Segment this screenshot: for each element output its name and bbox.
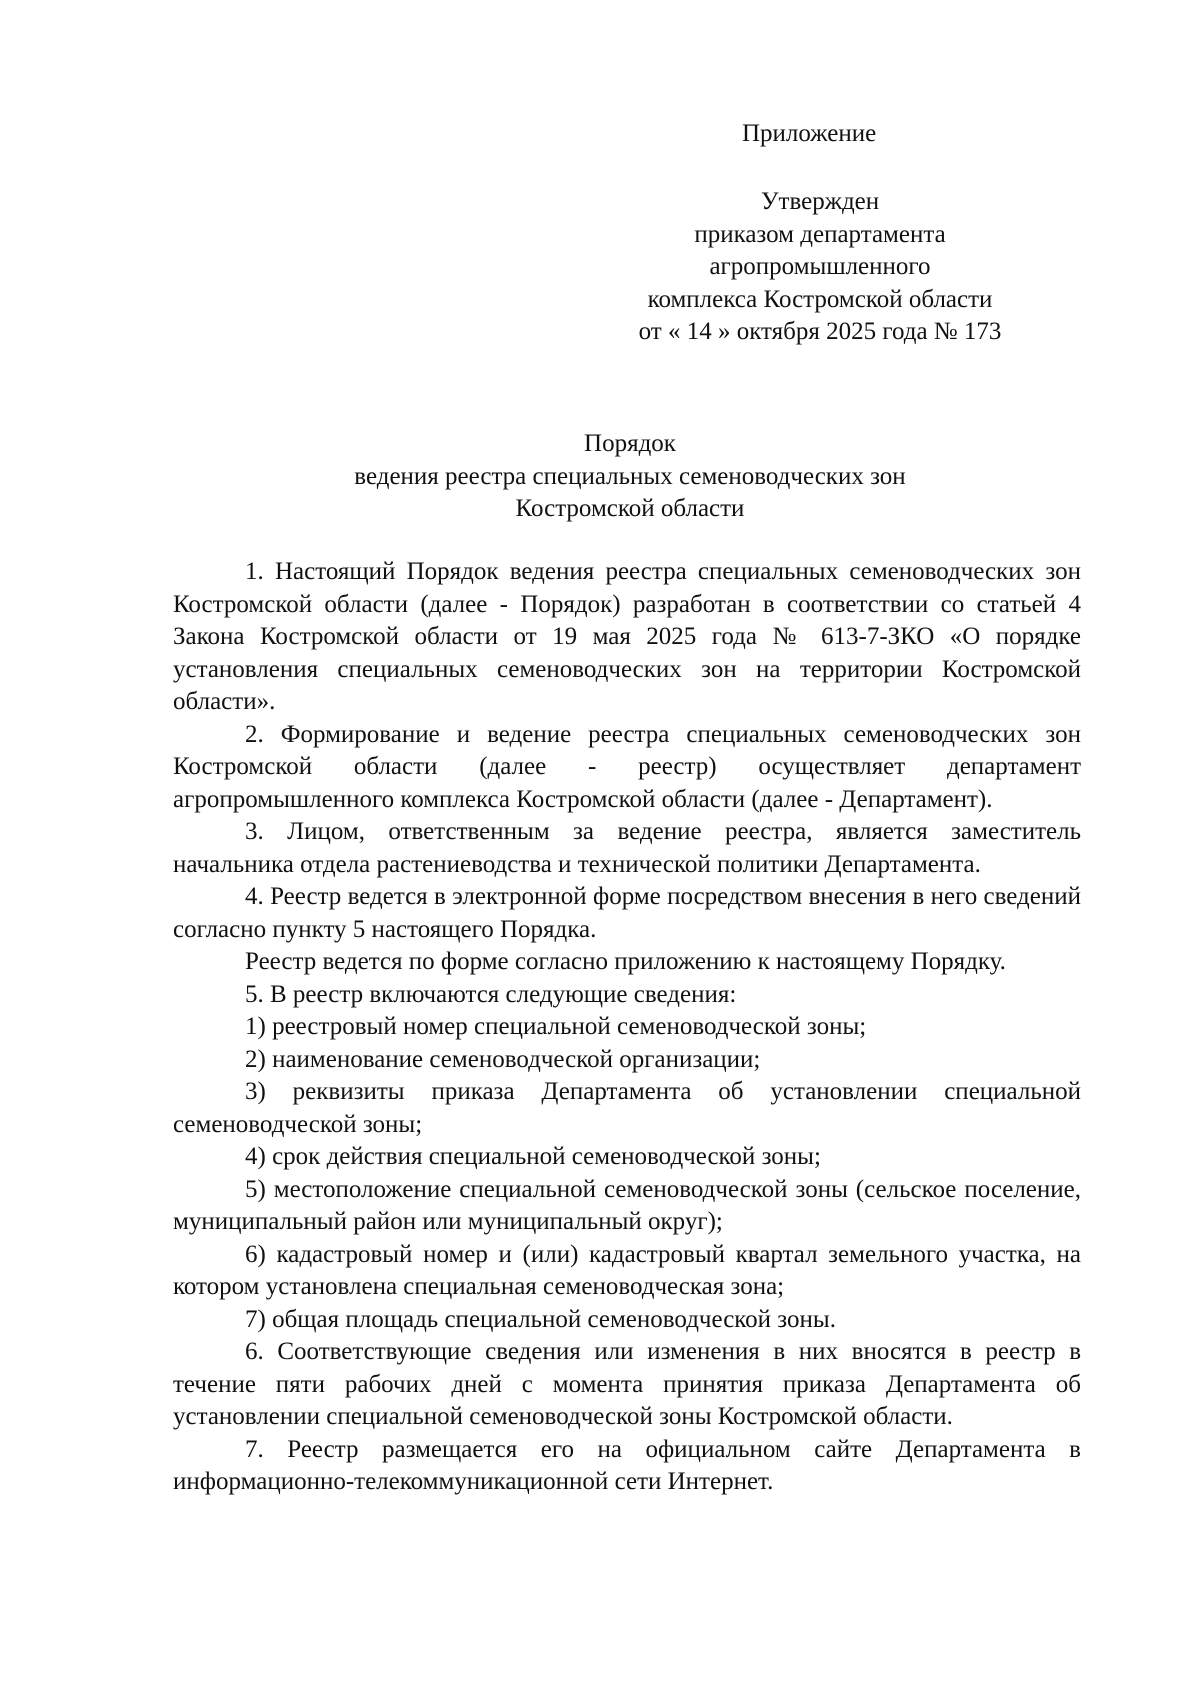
title-line: Костромской области (515, 495, 745, 522)
list-item-1: 1) реестровый номер специальной семеноводческой зоны; (245, 1013, 867, 1040)
list-item-2: 2) наименование семеноводческой организации; (245, 1045, 761, 1073)
approval-line: от « 14 » октября 2025 года № 173 (638, 318, 1002, 345)
paragraph-4-form: Реестр ведется по форме согласно приложению к настоящему Порядку. (245, 948, 1006, 975)
title-line: ведения реестра специальных семеноводческих зон (354, 462, 906, 490)
paragraph-4: 4. Реестр ведется в электронной форме посредством внесения в него сведений согласно пункту 5 настоящего Порядка. (173, 883, 1081, 943)
appendix-label: Приложение (742, 120, 877, 147)
approval-line: комплекса Костромской области (647, 285, 993, 313)
paragraph-6: 6. Соответствующие сведения или изменения в них вносятся в реестр в течение пяти рабочих дней с момента принятия приказа Департамента об установлении специальной семеноводческой зоны Костромской области. (173, 1338, 1081, 1430)
title-line: Порядок (584, 430, 676, 457)
list-item-4: 4) срок действия специальной семеноводческой зоны; (245, 1143, 821, 1170)
list-item-5: 5) местоположение специальной семеноводческой зоны (сельское поселение, муниципальный район или муниципальный округ); (173, 1175, 1081, 1235)
list-item-3: 3) реквизиты приказа Департамента об установлении специальной семеноводческой зоны; (173, 1078, 1081, 1138)
document-body (173, 556, 1081, 1499)
paragraph-1: 1. Настоящий Порядок ведения реестра специальных семеноводческих зон Костромской области (далее - Порядок) разработан в соответствии со статьей 4 Закона Костромской области от 19 мая 2025 года № 613-7-ЗКО «О порядке установления специальных семеноводческих зон на территории Костромской области». (173, 558, 1081, 715)
approval-block (600, 186, 1040, 349)
document-title (260, 428, 1000, 526)
approval-line: Утвержден (760, 188, 880, 215)
list-item-6: 6) кадастровый номер и (или) кадастровый квартал земельного участка, на котором установлена специальная семеноводческая зона; (173, 1240, 1081, 1300)
paragraph-2: 2. Формирование и ведение реестра специальных семеноводческих зон Костромской области (далее - реестр) осуществляет департамент агропромышленного комплекса Костромской области (далее - Департамент). (173, 720, 1081, 813)
paragraph-5: 5. В реестр включаются следующие сведения: (245, 980, 737, 1008)
paragraph-7: 7. Реестр размещается его на официальном сайте Департамента в информационно-телекоммуникационной сети Интернет. (173, 1435, 1081, 1495)
approval-line: приказом департамента (694, 220, 946, 248)
list-item-7: 7) общая площадь специальной семеноводческой зоны. (245, 1305, 836, 1333)
paragraph-3: 3. Лицом, ответственным за ведение реестра, является заместитель начальника отдела растениеводства и технической политики Департамента. (173, 818, 1081, 878)
approval-line: агропромышленного (709, 253, 931, 280)
